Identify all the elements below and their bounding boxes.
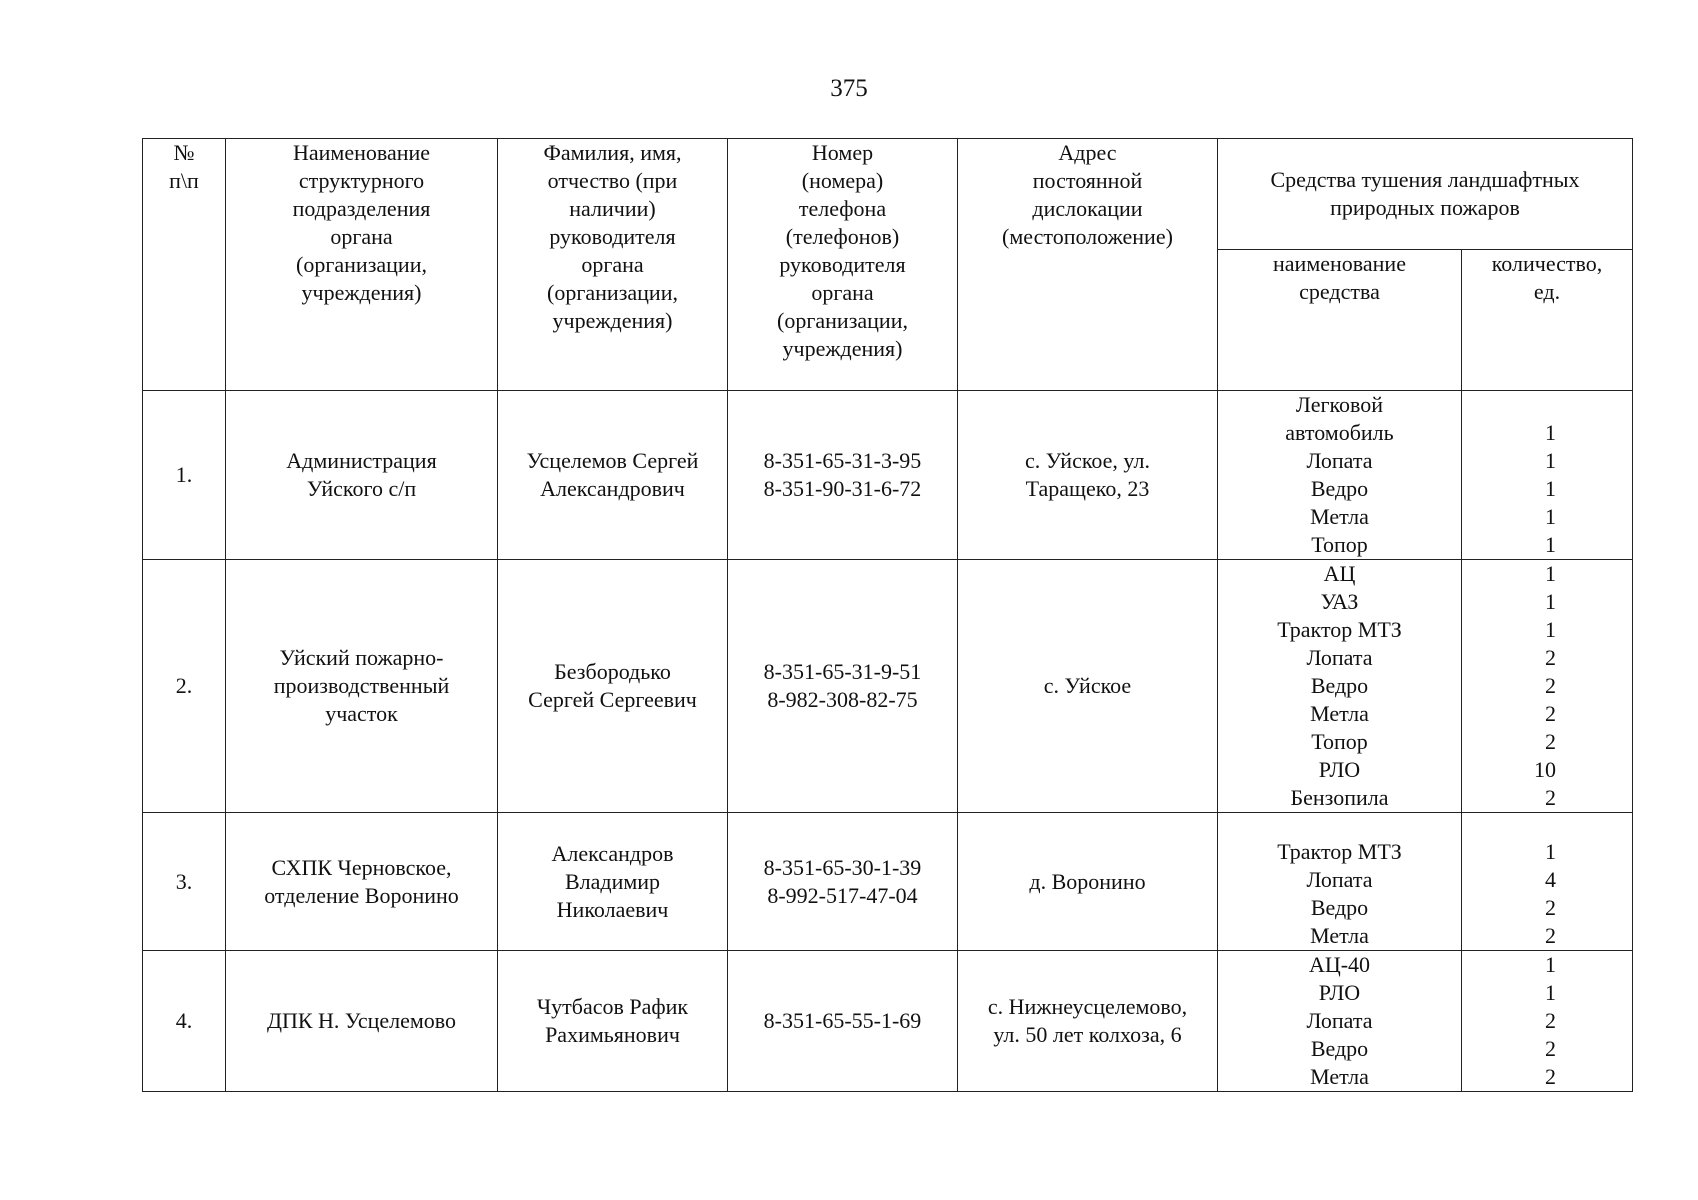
header-line: ед. <box>1533 279 1561 304</box>
phone-numbers-line: 8-992-517-47-04 <box>767 882 918 908</box>
means-qty: 1 <box>1545 561 1556 586</box>
unit-name <box>226 391 498 560</box>
means-name: Лопата <box>1306 867 1373 892</box>
row-number: 3. <box>143 813 226 951</box>
means-quantities <box>1462 391 1633 560</box>
means-name: Трактор МТЗ <box>1277 617 1402 642</box>
means-qty: 2 <box>1545 1064 1556 1089</box>
header-line: (номера) <box>801 168 884 193</box>
means-name: Топор <box>1311 532 1368 557</box>
head-name-line: Александров <box>551 840 674 866</box>
means-qty: 1 <box>1545 980 1556 1005</box>
means-qty: 2 <box>1545 673 1556 698</box>
header-line: Наименование <box>292 140 431 165</box>
head-name-line: Усцелемов Сергей <box>526 448 699 473</box>
header-line: Фамилия, имя, <box>543 140 682 165</box>
means-name: Лопата <box>1306 1008 1373 1033</box>
header-line: учреждения) <box>301 280 422 305</box>
phone-numbers-line: 8-351-65-31-3-95 <box>763 448 922 473</box>
unit-name-line: ДПК Н. Усцелемово <box>266 1008 457 1033</box>
unit-name-line: отделение Воронино <box>264 882 459 908</box>
table-row <box>143 391 1633 560</box>
header-line: органа <box>330 224 393 249</box>
header-line: отчество (при <box>547 168 678 193</box>
header-line: (телефонов) <box>785 224 900 249</box>
phone-numbers-line: 8-351-65-30-1-39 <box>763 854 922 880</box>
means-name: Ведро <box>1310 673 1369 698</box>
header-line: наличии) <box>569 196 656 221</box>
address <box>958 391 1218 560</box>
head-name <box>498 391 728 560</box>
header-line: постоянной <box>1032 168 1143 193</box>
means-qty: 2 <box>1545 729 1556 754</box>
head-name <box>498 951 728 1092</box>
means-qty: 1 <box>1545 420 1556 445</box>
means-names <box>1218 951 1462 1092</box>
header-line: Адрес <box>1058 140 1117 165</box>
means-names <box>1218 560 1462 813</box>
header-line: п\п <box>169 168 199 193</box>
phone-numbers <box>728 391 958 560</box>
head-name-line: Сергей Сергеевич <box>528 687 697 712</box>
header-line: подразделения <box>292 196 431 221</box>
phone-numbers-line: 8-351-65-31-9-51 <box>763 659 922 684</box>
unit-name-line: СХПК Черновское, <box>271 854 452 880</box>
phone-numbers-line: 8-982-308-82-75 <box>767 687 918 712</box>
means-name: Трактор МТЗ <box>1277 839 1402 864</box>
means-qty: 2 <box>1545 1036 1556 1061</box>
header-phone <box>728 139 958 391</box>
header-line: природных пожаров <box>1330 195 1520 220</box>
means-qty: 2 <box>1545 1008 1556 1033</box>
header-line: № <box>173 140 195 165</box>
head-name-line: Чутбасов Рафик <box>536 994 689 1019</box>
header-line: органа <box>581 252 644 277</box>
address-line: ул. 50 лет колхоза, 6 <box>993 1022 1182 1047</box>
fire-means-table <box>142 138 1633 1092</box>
header-line: (организации, <box>296 252 427 277</box>
means-name: Лопата <box>1306 645 1373 670</box>
header-line: руководителя <box>549 224 676 249</box>
means-qty: 1 <box>1545 839 1556 864</box>
header-address <box>958 139 1218 391</box>
means-name: Ведро <box>1310 1036 1369 1061</box>
means-name: Бензопила <box>1290 785 1389 810</box>
header-line: структурного <box>298 168 425 193</box>
header-means-qty <box>1462 250 1633 391</box>
header-line: учреждения) <box>782 336 903 361</box>
header-num <box>143 139 226 391</box>
means-qty: 1 <box>1545 476 1556 501</box>
header-line: (местоположение) <box>1002 224 1173 249</box>
head-name <box>498 560 728 813</box>
means-name: автомобиль <box>1285 420 1394 445</box>
head-name-line: Александрович <box>540 476 685 501</box>
table-row <box>143 560 1633 813</box>
row-number: 1. <box>143 391 226 560</box>
head-name-line: Николаевич <box>556 896 669 922</box>
means-qty: 1 <box>1545 532 1556 557</box>
means-name: Легковой <box>1295 392 1384 417</box>
phone-numbers <box>728 560 958 813</box>
unit-name <box>226 813 498 951</box>
unit-name-line: участок <box>325 701 398 726</box>
means-names <box>1218 813 1462 951</box>
table-header <box>143 139 1633 391</box>
means-name: РЛО <box>1318 757 1361 782</box>
address <box>958 951 1218 1092</box>
means-name: Ведро <box>1310 476 1369 501</box>
table-body <box>143 391 1633 1092</box>
header-line: количество, <box>1491 251 1603 276</box>
means-qty: 1 <box>1545 448 1556 473</box>
header-line: Средства тушения ландшафтных <box>1270 167 1580 192</box>
phone-numbers-line: 8-351-65-55-1-69 <box>763 1008 922 1033</box>
means-qty: 2 <box>1545 923 1556 948</box>
head-name-line: Владимир <box>564 868 661 894</box>
page-number: 375 <box>830 75 868 102</box>
means-qty: 2 <box>1545 895 1556 920</box>
means-name: АЦ-40 <box>1308 952 1371 977</box>
unit-name-line: производственный <box>273 673 450 698</box>
row-number: 2. <box>143 560 226 813</box>
row-number: 4. <box>143 951 226 1092</box>
means-names <box>1218 391 1462 560</box>
phone-numbers-line: 8-351-90-31-6-72 <box>763 476 922 501</box>
head-name-line: Рахимьянович <box>545 1022 680 1047</box>
unit-name-line: Уйского с/п <box>306 476 417 501</box>
header-unit <box>226 139 498 391</box>
address-line: д. Воронино <box>1029 868 1146 894</box>
header-means-group <box>1218 139 1633 250</box>
means-name: Лопата <box>1306 448 1373 473</box>
table-row <box>143 813 1633 951</box>
means-quantities <box>1462 560 1633 813</box>
means-quantities <box>1462 813 1633 951</box>
head-name-line: Безбородько <box>554 659 671 684</box>
unit-name <box>226 951 498 1092</box>
header-line: средства <box>1299 279 1380 304</box>
header-line: Номер <box>811 140 874 165</box>
header-line: руководителя <box>779 252 906 277</box>
means-qty: 1 <box>1545 589 1556 614</box>
unit-name <box>226 560 498 813</box>
means-qty: 2 <box>1545 645 1556 670</box>
means-name: Метла <box>1310 1064 1369 1089</box>
phone-numbers <box>728 813 958 951</box>
address-line: с. Нижнеусцелемово, <box>987 994 1188 1019</box>
means-name: РЛО <box>1318 980 1361 1005</box>
means-qty: 1 <box>1545 504 1556 529</box>
means-name: Метла <box>1310 923 1369 948</box>
header-line: органа <box>811 280 874 305</box>
means-qty: 10 <box>1534 757 1556 782</box>
means-name: Метла <box>1310 504 1369 529</box>
header-line: наименование <box>1273 251 1406 276</box>
unit-name-line: Уйский пожарно- <box>279 645 444 670</box>
means-qty: 2 <box>1545 785 1556 810</box>
means-qty <box>1462 391 1632 419</box>
table-row <box>143 951 1633 1092</box>
address-line: с. Уйское, ул. <box>1025 448 1150 473</box>
header-line: (организации, <box>777 308 908 333</box>
header-head-name <box>498 139 728 391</box>
head-name <box>498 813 728 951</box>
address <box>958 560 1218 813</box>
means-name: УАЗ <box>1320 589 1359 614</box>
phone-numbers <box>728 951 958 1092</box>
header-line: учреждения) <box>552 308 673 333</box>
means-qty: 2 <box>1545 701 1556 726</box>
means-qty: 4 <box>1545 867 1556 892</box>
header-means-name <box>1218 250 1462 391</box>
means-name: Метла <box>1310 701 1369 726</box>
address-line: с. Уйское <box>1043 673 1132 698</box>
unit-name-line: Администрация <box>286 448 437 473</box>
means-name: Топор <box>1311 729 1368 754</box>
header-line: (организации, <box>547 280 678 305</box>
means-qty: 1 <box>1545 952 1556 977</box>
address-line: Таращеко, 23 <box>1025 476 1150 501</box>
means-qty: 1 <box>1545 617 1556 642</box>
header-line: дислокации <box>1032 196 1143 221</box>
address <box>958 813 1218 951</box>
means-quantities <box>1462 951 1633 1092</box>
means-name: АЦ <box>1323 561 1356 586</box>
header-line: телефона <box>798 196 887 221</box>
means-name: Ведро <box>1310 895 1369 920</box>
